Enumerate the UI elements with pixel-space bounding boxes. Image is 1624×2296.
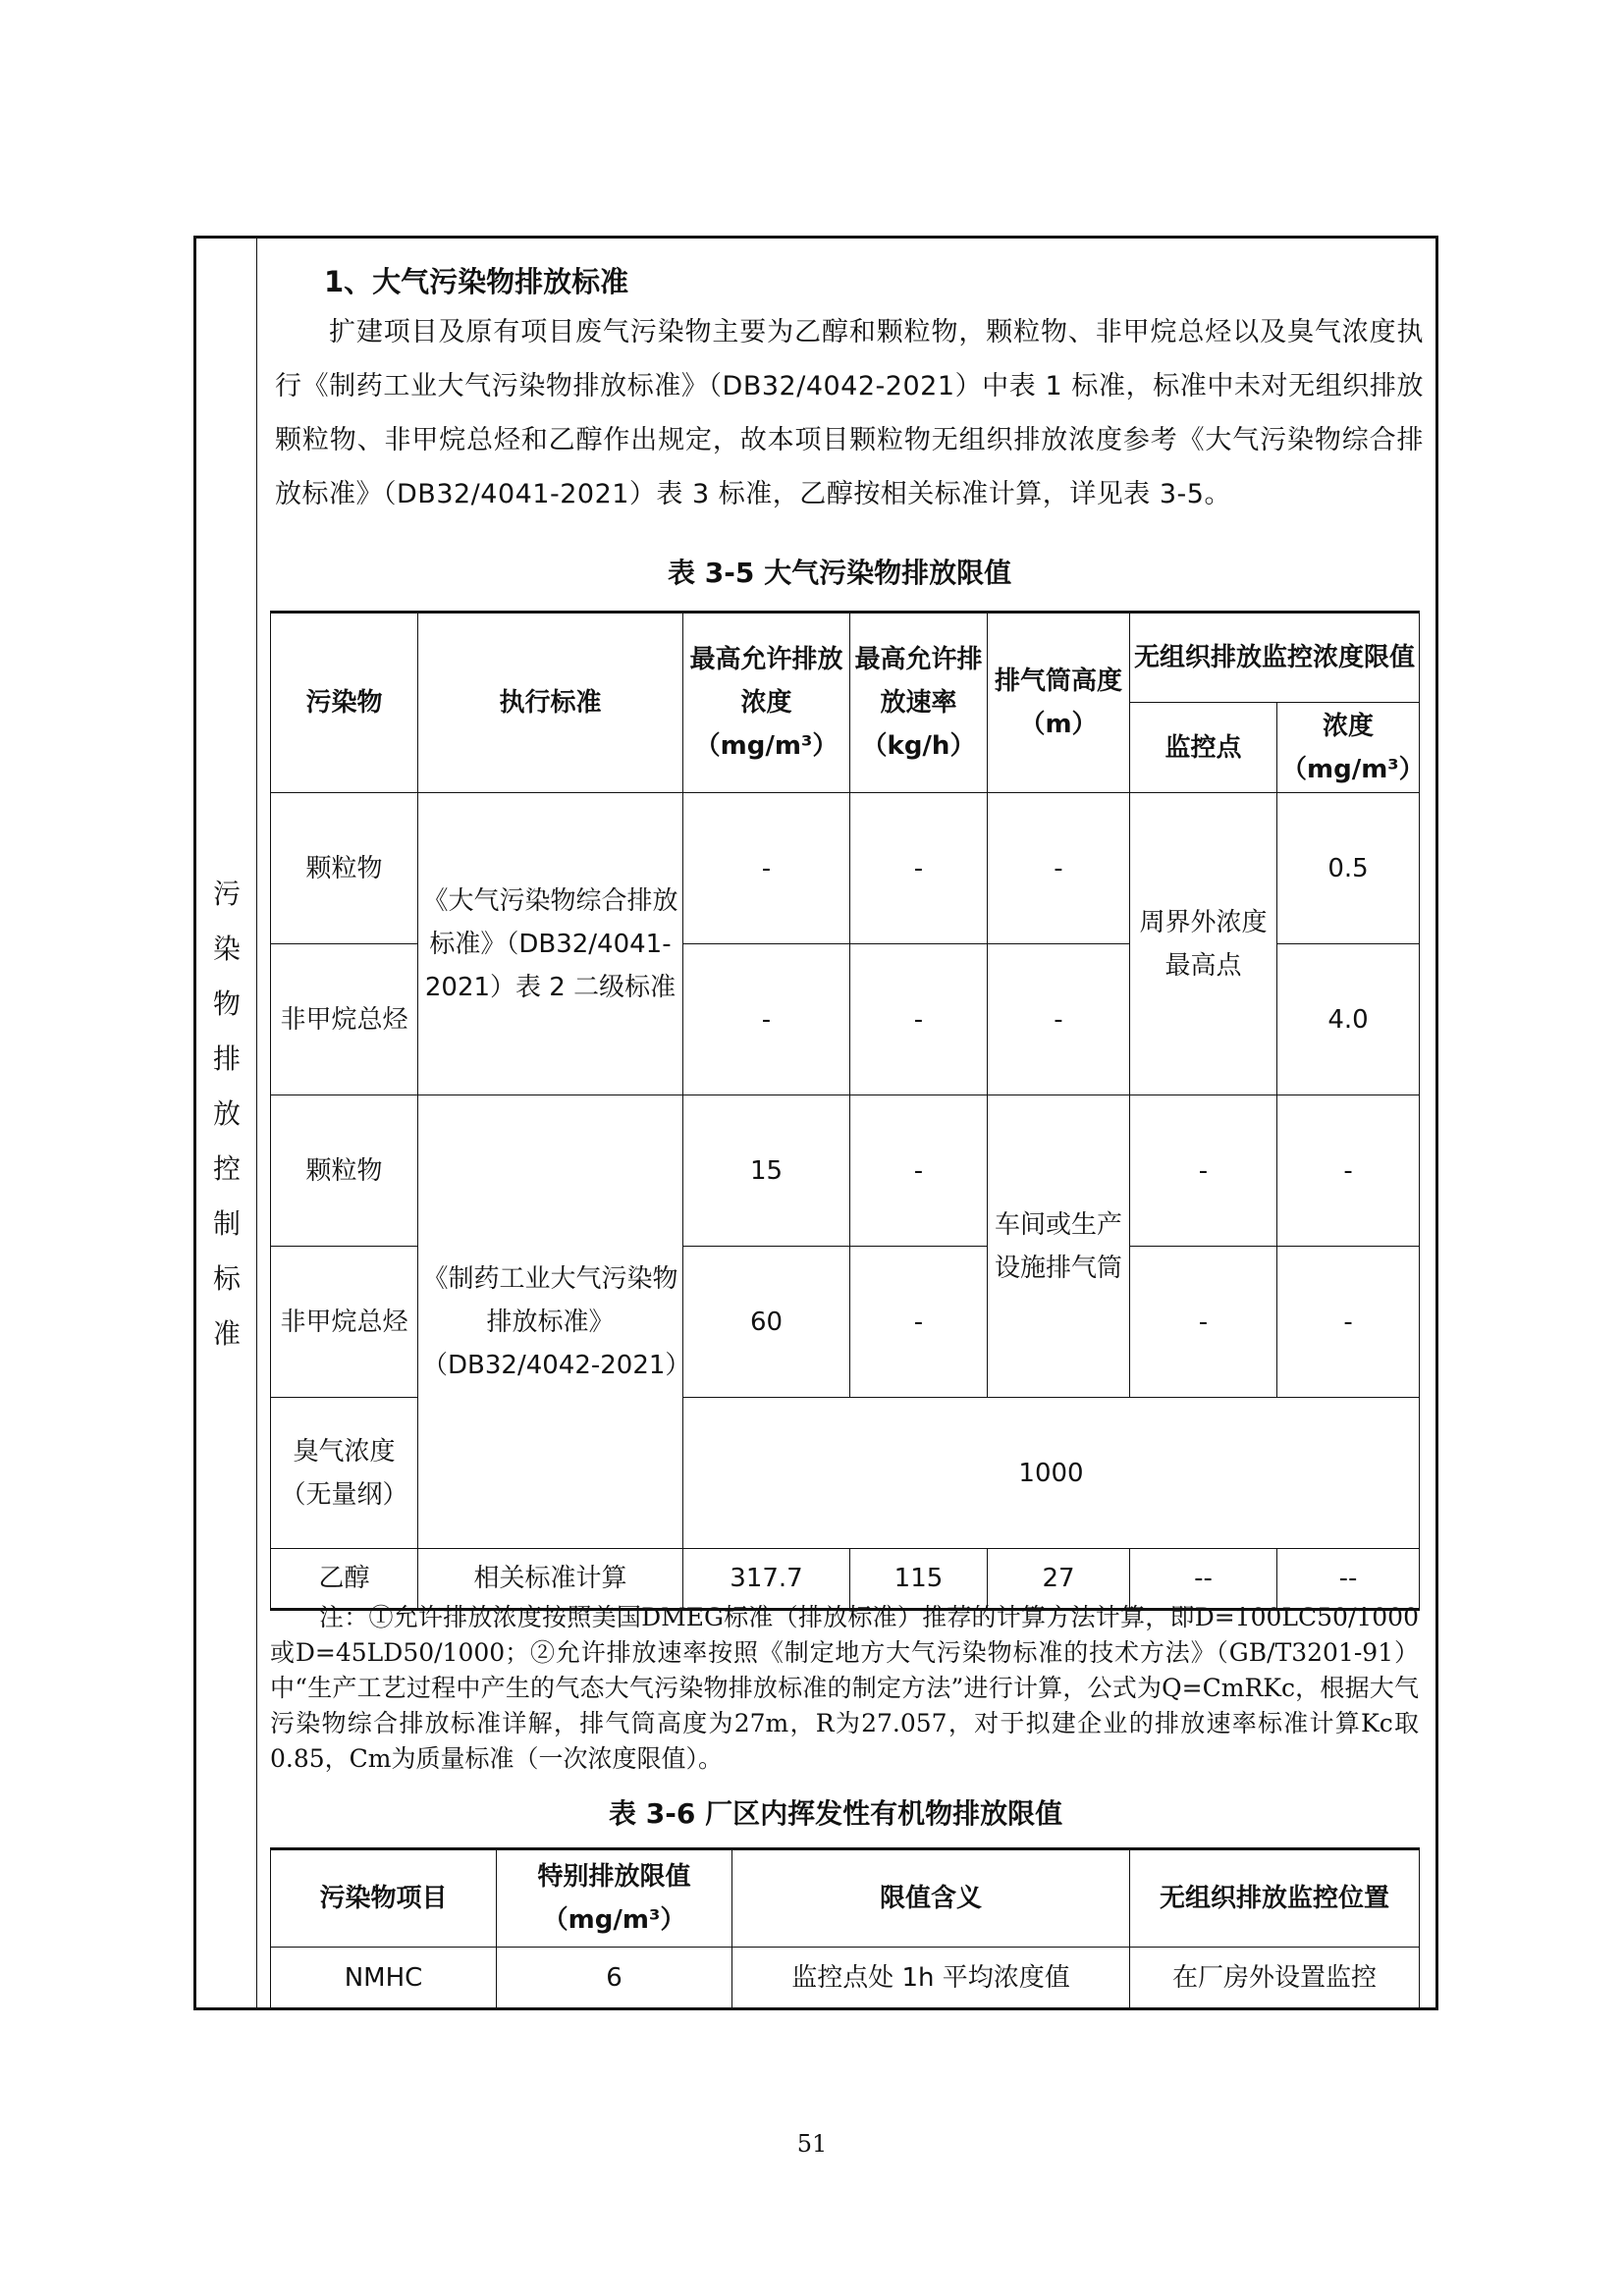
- side-label: 污 染 物 排 放 控 制 标 准: [212, 878, 241, 1350]
- header-fugitive: 无组织排放监控浓度限值: [1130, 613, 1420, 703]
- table-note: 注：①允许排放浓度按照美国DMEG标准（排放标准）推荐的计算方法计算，即D=100LC50/1000或D=45LD50/1000；②允许排放速率按照《制定地方大气污染物标准的技术方法》（GB/T3201-91）中“生产工艺过程中产生的气态大气污染物排放标准的制定方法”进行计算，公式为Q=CmRKc，根据大气污染物综合排放标准详解，排气筒高度为27m，R为27.057，对于拟建企业的排放速率标准计算Kc取0.85，Cm为质量标准（一次浓度限值）。: [270, 1603, 1419, 1773]
- table-row: 非甲烷总烃 60 - - -: [271, 1247, 1420, 1398]
- header-col: 限值含义: [732, 1849, 1130, 1948]
- header-monitor-point: 监控点: [1130, 703, 1277, 793]
- standard-cell: 《大气污染物综合排放标准》（DB32/4041-2021）表 2 二级标准: [418, 793, 683, 1095]
- table-row: 乙醇 相关标准计算 317.7 115 27 -- --: [271, 1549, 1420, 1610]
- header-max-rate: 最高允许排放速率（kg/h）: [850, 613, 988, 793]
- table-row: 非甲烷总烃 - - - 4.0: [271, 944, 1420, 1095]
- header-standard: 执行标准: [418, 613, 683, 793]
- header-col: 污染物项目: [271, 1849, 497, 1948]
- table2-caption: 表 3-6 厂区内挥发性有机物排放限值: [609, 1797, 1063, 1830]
- header-pollutant: 污染物: [271, 613, 418, 793]
- stack-height-cell: 车间或生产设施排气筒: [988, 1095, 1130, 1398]
- standard-cell: 《制药工业大气污染物排放标准》（DB32/4042-2021）: [418, 1095, 683, 1549]
- table-row: 颗粒物 《大气污染物综合排放标准》（DB32/4041-2021）表 2 二级标准 - - - 周界外浓度最高点 0.5: [271, 793, 1420, 944]
- emission-limits-table: [270, 611, 1425, 1611]
- voc-limits-table: [270, 1847, 1420, 2008]
- header-conc: 浓度（mg/m³）: [1277, 703, 1420, 793]
- table1-caption: 表 3-5 大气污染物排放限值: [668, 557, 1012, 589]
- header-max-conc: 最高允许排放浓度（mg/m³）: [683, 613, 850, 793]
- table-row: 臭气浓度（无量纲） 1000: [271, 1398, 1420, 1549]
- section-heading: 1、大气污染物排放标准: [324, 265, 629, 298]
- header-stack-height: 排气筒高度（m）: [988, 613, 1130, 793]
- intro-paragraph: 扩建项目及原有项目废气污染物主要为乙醇和颗粒物，颗粒物、非甲烷总烃以及臭气浓度执行《制药工业大气污染物排放标准》（DB32/4042-2021）中表 1 标准，标准中未对无组织排放颗粒物、非甲烷总烃和乙醇作出规定，故本项目颗粒物无组织排放浓度参考《大气污染物综合排放标准》（DB32/4041-2021）表 3 标准，乙醇按相关标准计算，详见表 3-5。: [275, 317, 1424, 509]
- side-label-column: [196, 239, 257, 2007]
- header-col: 无组织排放监控位置: [1130, 1849, 1420, 1948]
- table-row: 颗粒物 《制药工业大气污染物排放标准》（DB32/4042-2021） 15 - 车间或生产设施排气筒 - -: [271, 1095, 1420, 1247]
- odor-value: 1000: [683, 1398, 1420, 1549]
- header-col: 特别排放限值（mg/m³）: [497, 1849, 732, 1948]
- table-row: NMHC 6 监控点处 1h 平均浓度值 在厂房外设置监控: [271, 1948, 1420, 2008]
- page-number: 51: [796, 2130, 828, 2158]
- monitor-point-cell: 周界外浓度最高点: [1130, 793, 1277, 1095]
